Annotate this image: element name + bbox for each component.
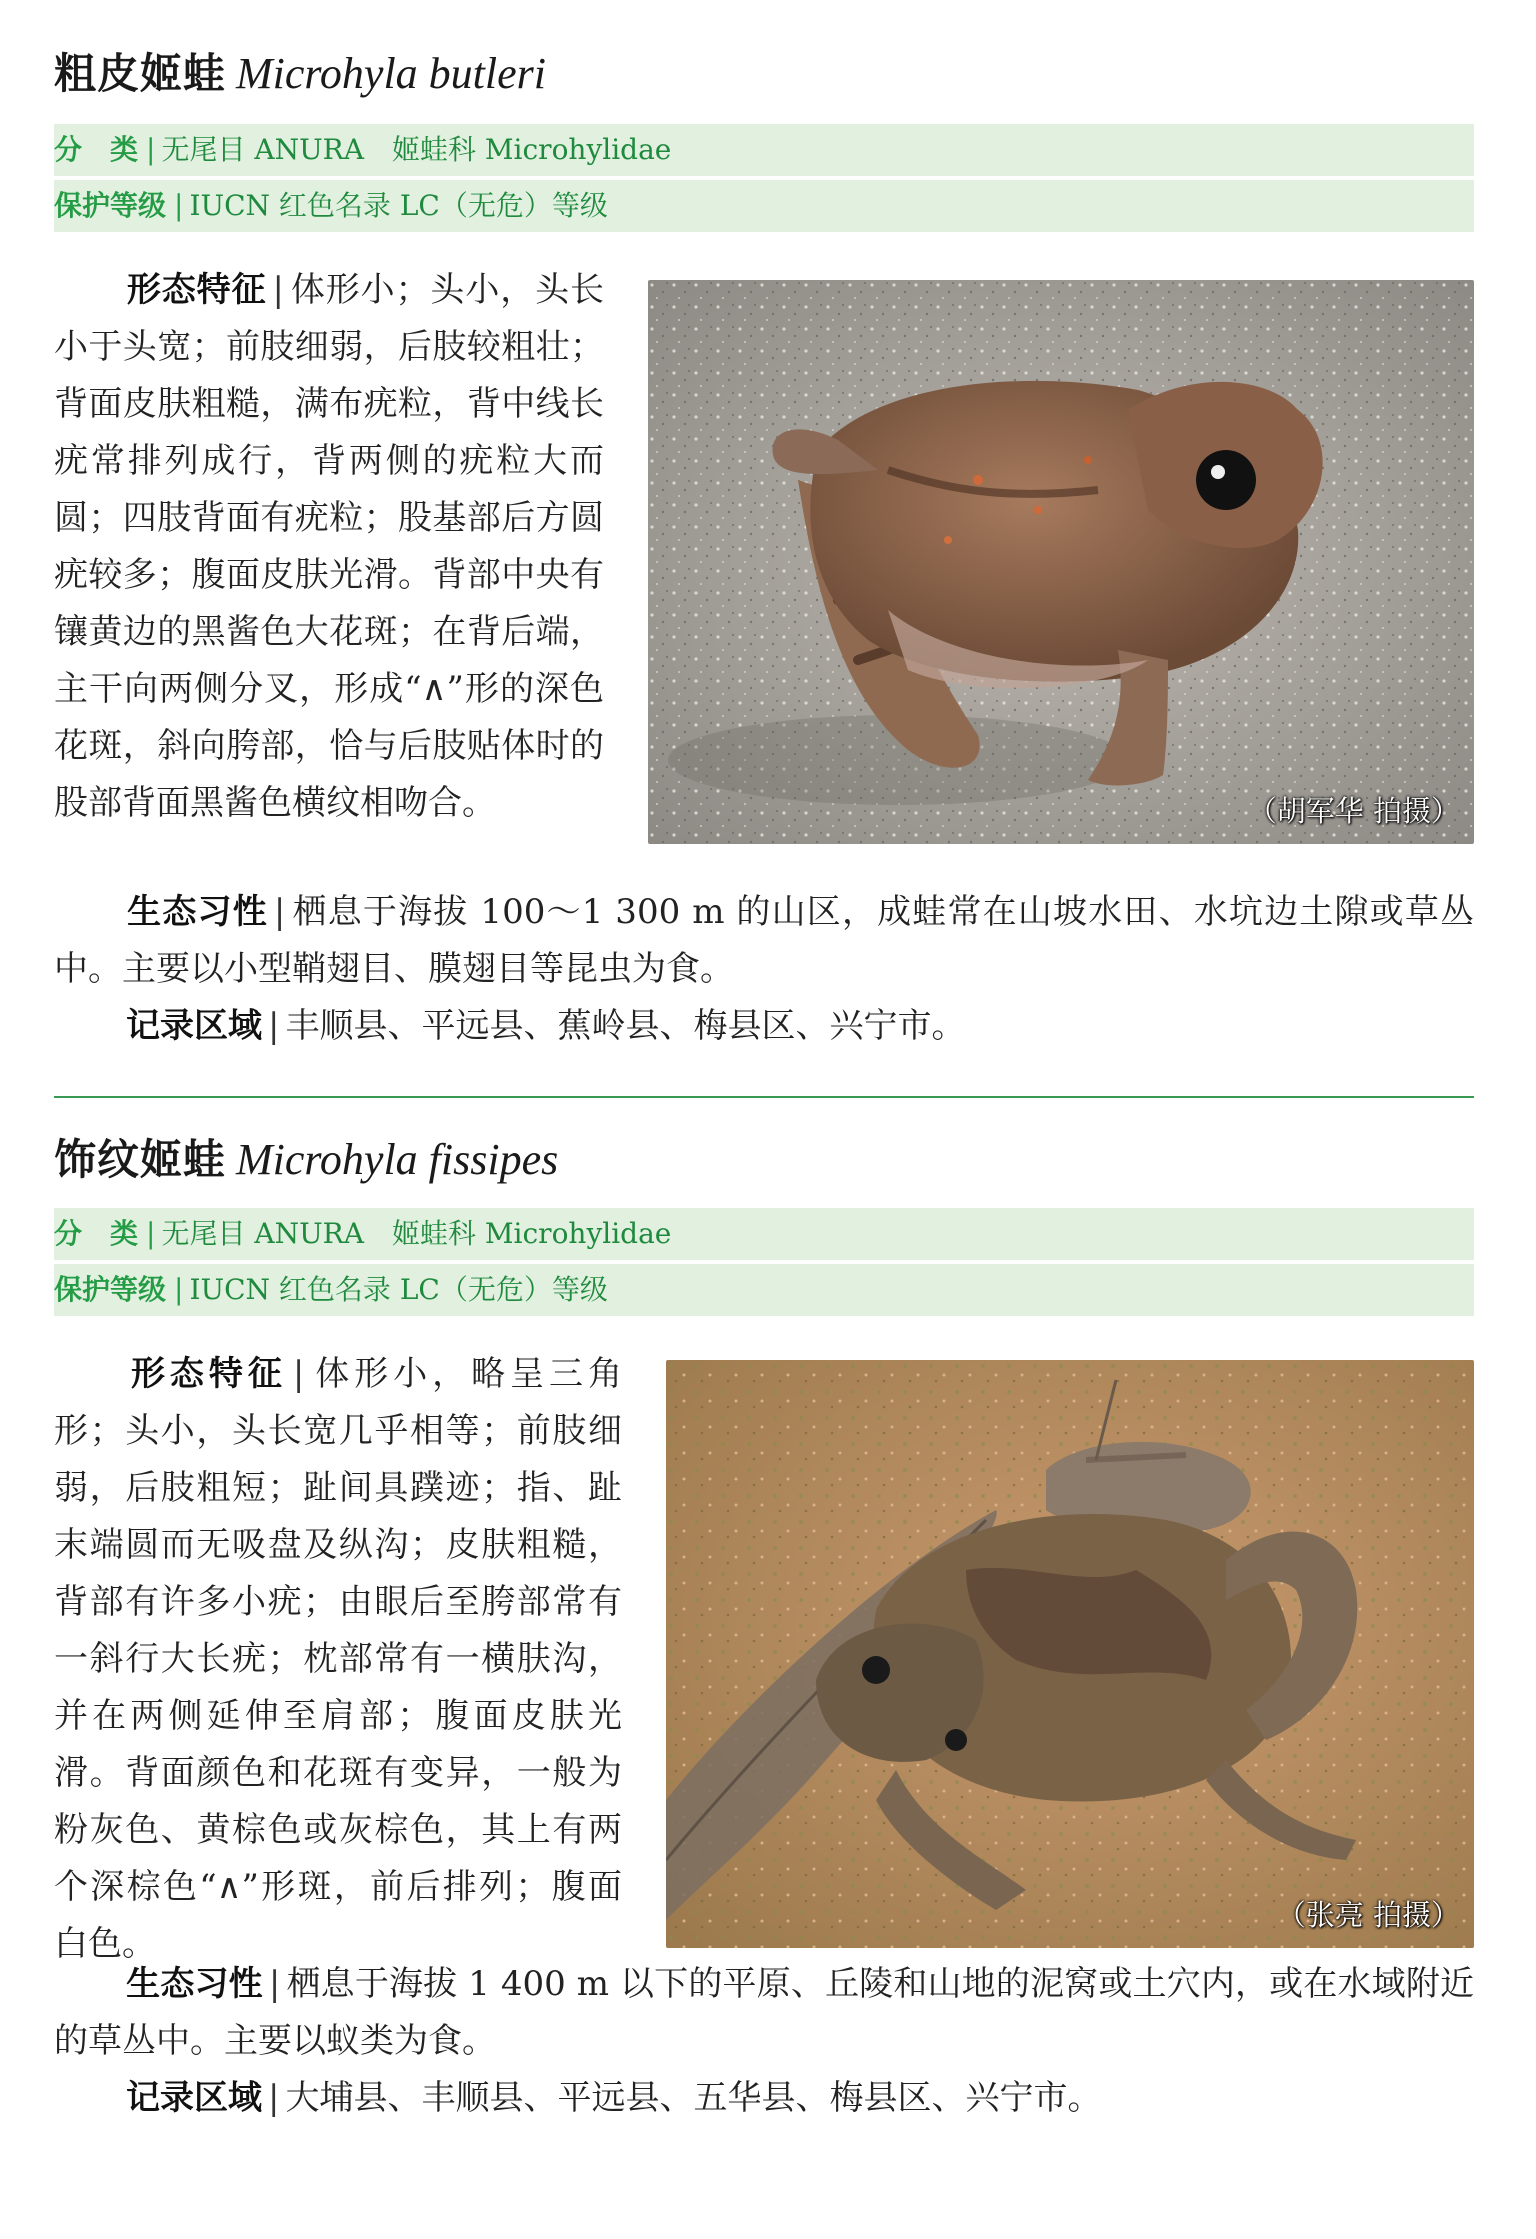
records-label: 记录区域 (126, 1006, 262, 1046)
species-title (54, 44, 546, 104)
ecology-label: 生态习性 (126, 1964, 263, 2004)
records-label: 记录区域 (126, 2078, 262, 2118)
morphology-paragraph (54, 262, 604, 832)
records-paragraph (54, 998, 1474, 1055)
frog-photo-illustration (648, 280, 1474, 844)
classification-value: 无尾目 ANURA 姬蛙科 Microhylidae (161, 133, 672, 166)
protection-label: 保护等级 (54, 189, 167, 222)
protection-row (54, 1264, 1474, 1316)
divider: | (146, 133, 156, 166)
divider: | (146, 1217, 156, 1250)
divider: | (174, 1273, 184, 1306)
divider: | (268, 1006, 280, 1046)
divider: | (174, 189, 184, 222)
species-name-cn: 饰纹姬蛙 (54, 1135, 227, 1184)
ecology-text: 栖息于海拔 1 400 m 以下的平原、丘陵和山地的泥窝或土穴内，或在水域附近的草丛中。主要以蚁类为食。 (54, 1964, 1475, 2061)
photo-credit: （张亮 拍摄） (1276, 1898, 1460, 1932)
divider: | (272, 270, 284, 310)
morphology-text: 体形小；头小，头长小于头宽；前肢细弱，后肢较粗壮；背面皮肤粗糙，满布疣粒，背中线长疣常排列成行，背两侧的疣粒大而圆；四肢背面有疣粒；股基部后方圆疣较多；腹面皮肤光滑。背部中央有镶黄边的黑酱色大花斑；在背后端，主干向两侧分叉，形成“∧”形的深色花斑，斜向胯部，恰与后肢贴体时的股部背面黑酱色横纹相吻合。 (54, 270, 605, 823)
divider: | (292, 1354, 305, 1394)
ecology-text: 栖息于海拔 100～1 300 m 的山区，成蛙常在山坡水田、水坑边土隙或草丛中。主要以小型鞘翅目、膜翅目等昆虫为食。 (54, 892, 1474, 989)
classification-value: 无尾目 ANURA 姬蛙科 Microhylidae (161, 1217, 672, 1250)
section-divider (54, 1096, 1474, 1098)
ecology-paragraph (54, 884, 1474, 998)
ecology-label: 生态习性 (126, 892, 268, 932)
protection-value: IUCN 红色名录 LC（无危）等级 (189, 1273, 608, 1306)
morphology-label: 形态特征 (126, 270, 267, 310)
records-text: 丰顺县、平远县、蕉岭县、梅县区、兴宁市。 (285, 1006, 966, 1046)
classification-label: 分 类 (54, 1217, 139, 1250)
ecology-paragraph (54, 1956, 1474, 2070)
frog-photo (666, 1360, 1474, 1948)
photo-credit: （胡军华 拍摄） (1247, 794, 1460, 828)
divider: | (268, 1964, 281, 2004)
protection-label: 保护等级 (54, 1273, 167, 1306)
morphology-label: 形态特征 (126, 1354, 287, 1394)
frog-photo (648, 280, 1474, 844)
divider: | (273, 892, 286, 932)
classification-row (54, 124, 1474, 176)
morphology-paragraph (54, 1346, 622, 1973)
divider: | (268, 2078, 280, 2118)
species-title (54, 1130, 558, 1190)
species-name-cn: 粗皮姬蛙 (54, 49, 227, 98)
records-text: 大埔县、丰顺县、平远县、五华县、梅县区、兴宁市。 (285, 2078, 1102, 2118)
records-paragraph (54, 2070, 1474, 2127)
species-name-sci: Microhyla fissipes (236, 1135, 559, 1184)
classification-row (54, 1208, 1474, 1260)
classification-label: 分 类 (54, 133, 139, 166)
species-name-sci: Microhyla butleri (236, 49, 546, 98)
frog-photo-illustration (666, 1360, 1474, 1948)
protection-row (54, 180, 1474, 232)
morphology-text: 体形小，略呈三角形；头小，头长宽几乎相等；前肢细弱，后肢粗短；趾间具蹼迹；指、趾末端圆而无吸盘及纵沟；皮肤粗糙，背部有许多小疣；由眼后至胯部常有一斜行大长疣；枕部常有一横肤沟，并在两侧延伸至肩部；腹面皮肤光滑。背面颜色和花斑有变异，一般为粉灰色、黄棕色或灰棕色，其上有两个深棕色“∧”形斑，前后排列；腹面白色。 (54, 1354, 623, 1964)
protection-value: IUCN 红色名录 LC（无危）等级 (189, 189, 608, 222)
